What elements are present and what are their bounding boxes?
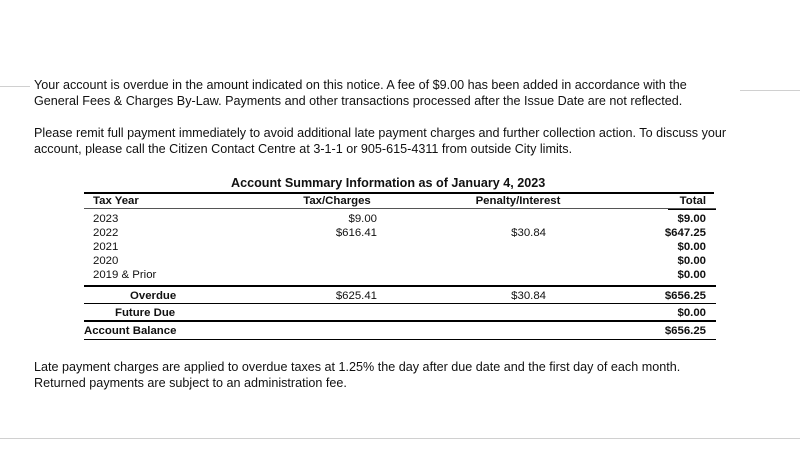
- overdue-top-rule: [84, 285, 716, 287]
- row-total: $0.00: [677, 241, 706, 253]
- scan-artifact-line: [0, 86, 30, 87]
- account-summary-title: Account Summary Information as of January 4, 2023: [231, 176, 546, 190]
- row-year: 2019 & Prior: [93, 269, 157, 281]
- remit-payment-line-1: Please remit full payment immediately to avoid additional late payment charges and further collection action. To discuss your: [34, 126, 727, 140]
- header-tax-year: Tax Year: [93, 195, 139, 207]
- table-bottom-rule: [84, 339, 716, 340]
- row-year: 2021: [93, 241, 119, 253]
- row-penalty: $30.84: [511, 227, 546, 239]
- account-balance-label: Account Balance: [84, 325, 177, 337]
- header-underline: [84, 208, 716, 209]
- future-due-top-rule: [84, 303, 716, 304]
- page-bottom-edge: [0, 438, 800, 439]
- remit-payment-line-2: account, please call the Citizen Contact Centre at 3-1-1 or 905-615-4311 from outside City limits.: [34, 142, 573, 156]
- overdue-notice-line-2: General Fees & Charges By-Law. Payments and other transactions processed after the Issue Date are not reflected.: [34, 94, 683, 108]
- row-total: $0.00: [677, 255, 706, 267]
- future-due-total: $0.00: [677, 307, 706, 319]
- overdue-penalty: $30.84: [511, 290, 546, 302]
- row-total: $0.00: [677, 269, 706, 281]
- overdue-total: $656.25: [664, 290, 706, 302]
- overdue-label: Overdue: [130, 290, 177, 302]
- row-total: $9.00: [677, 213, 706, 225]
- row-total: $647.25: [664, 227, 706, 239]
- overdue-notice-line-1: Your account is overdue in the amount indicated on this notice. A fee of $9.00 has been added in accordance with the: [34, 78, 687, 92]
- header-tax-charges: Tax/Charges: [303, 195, 371, 207]
- row-year: 2020: [93, 255, 119, 267]
- late-payment-line-1: Late payment charges are applied to overdue taxes at 1.25% the day after due date and the first day of each month.: [34, 360, 681, 374]
- late-payment-footer: [34, 359, 680, 391]
- header-total: Total: [679, 195, 706, 207]
- account-balance-total: $656.25: [664, 325, 706, 337]
- total-column-underline: [668, 209, 716, 210]
- remit-payment-paragraph: [34, 125, 726, 157]
- row-charges: $616.41: [335, 227, 377, 239]
- late-payment-line-2: Returned payments are subject to an administration fee.: [34, 376, 347, 390]
- row-charges: $9.00: [348, 213, 377, 225]
- overdue-notice-paragraph: [34, 77, 687, 109]
- table-top-rule: [84, 192, 714, 194]
- scan-artifact-line: [740, 90, 800, 91]
- row-year: 2022: [93, 227, 119, 239]
- overdue-charges: $625.41: [335, 290, 377, 302]
- row-year: 2023: [93, 213, 119, 225]
- future-due-label: Future Due: [115, 307, 176, 319]
- balance-top-rule: [84, 320, 716, 322]
- header-penalty-interest: Penalty/Interest: [475, 195, 561, 207]
